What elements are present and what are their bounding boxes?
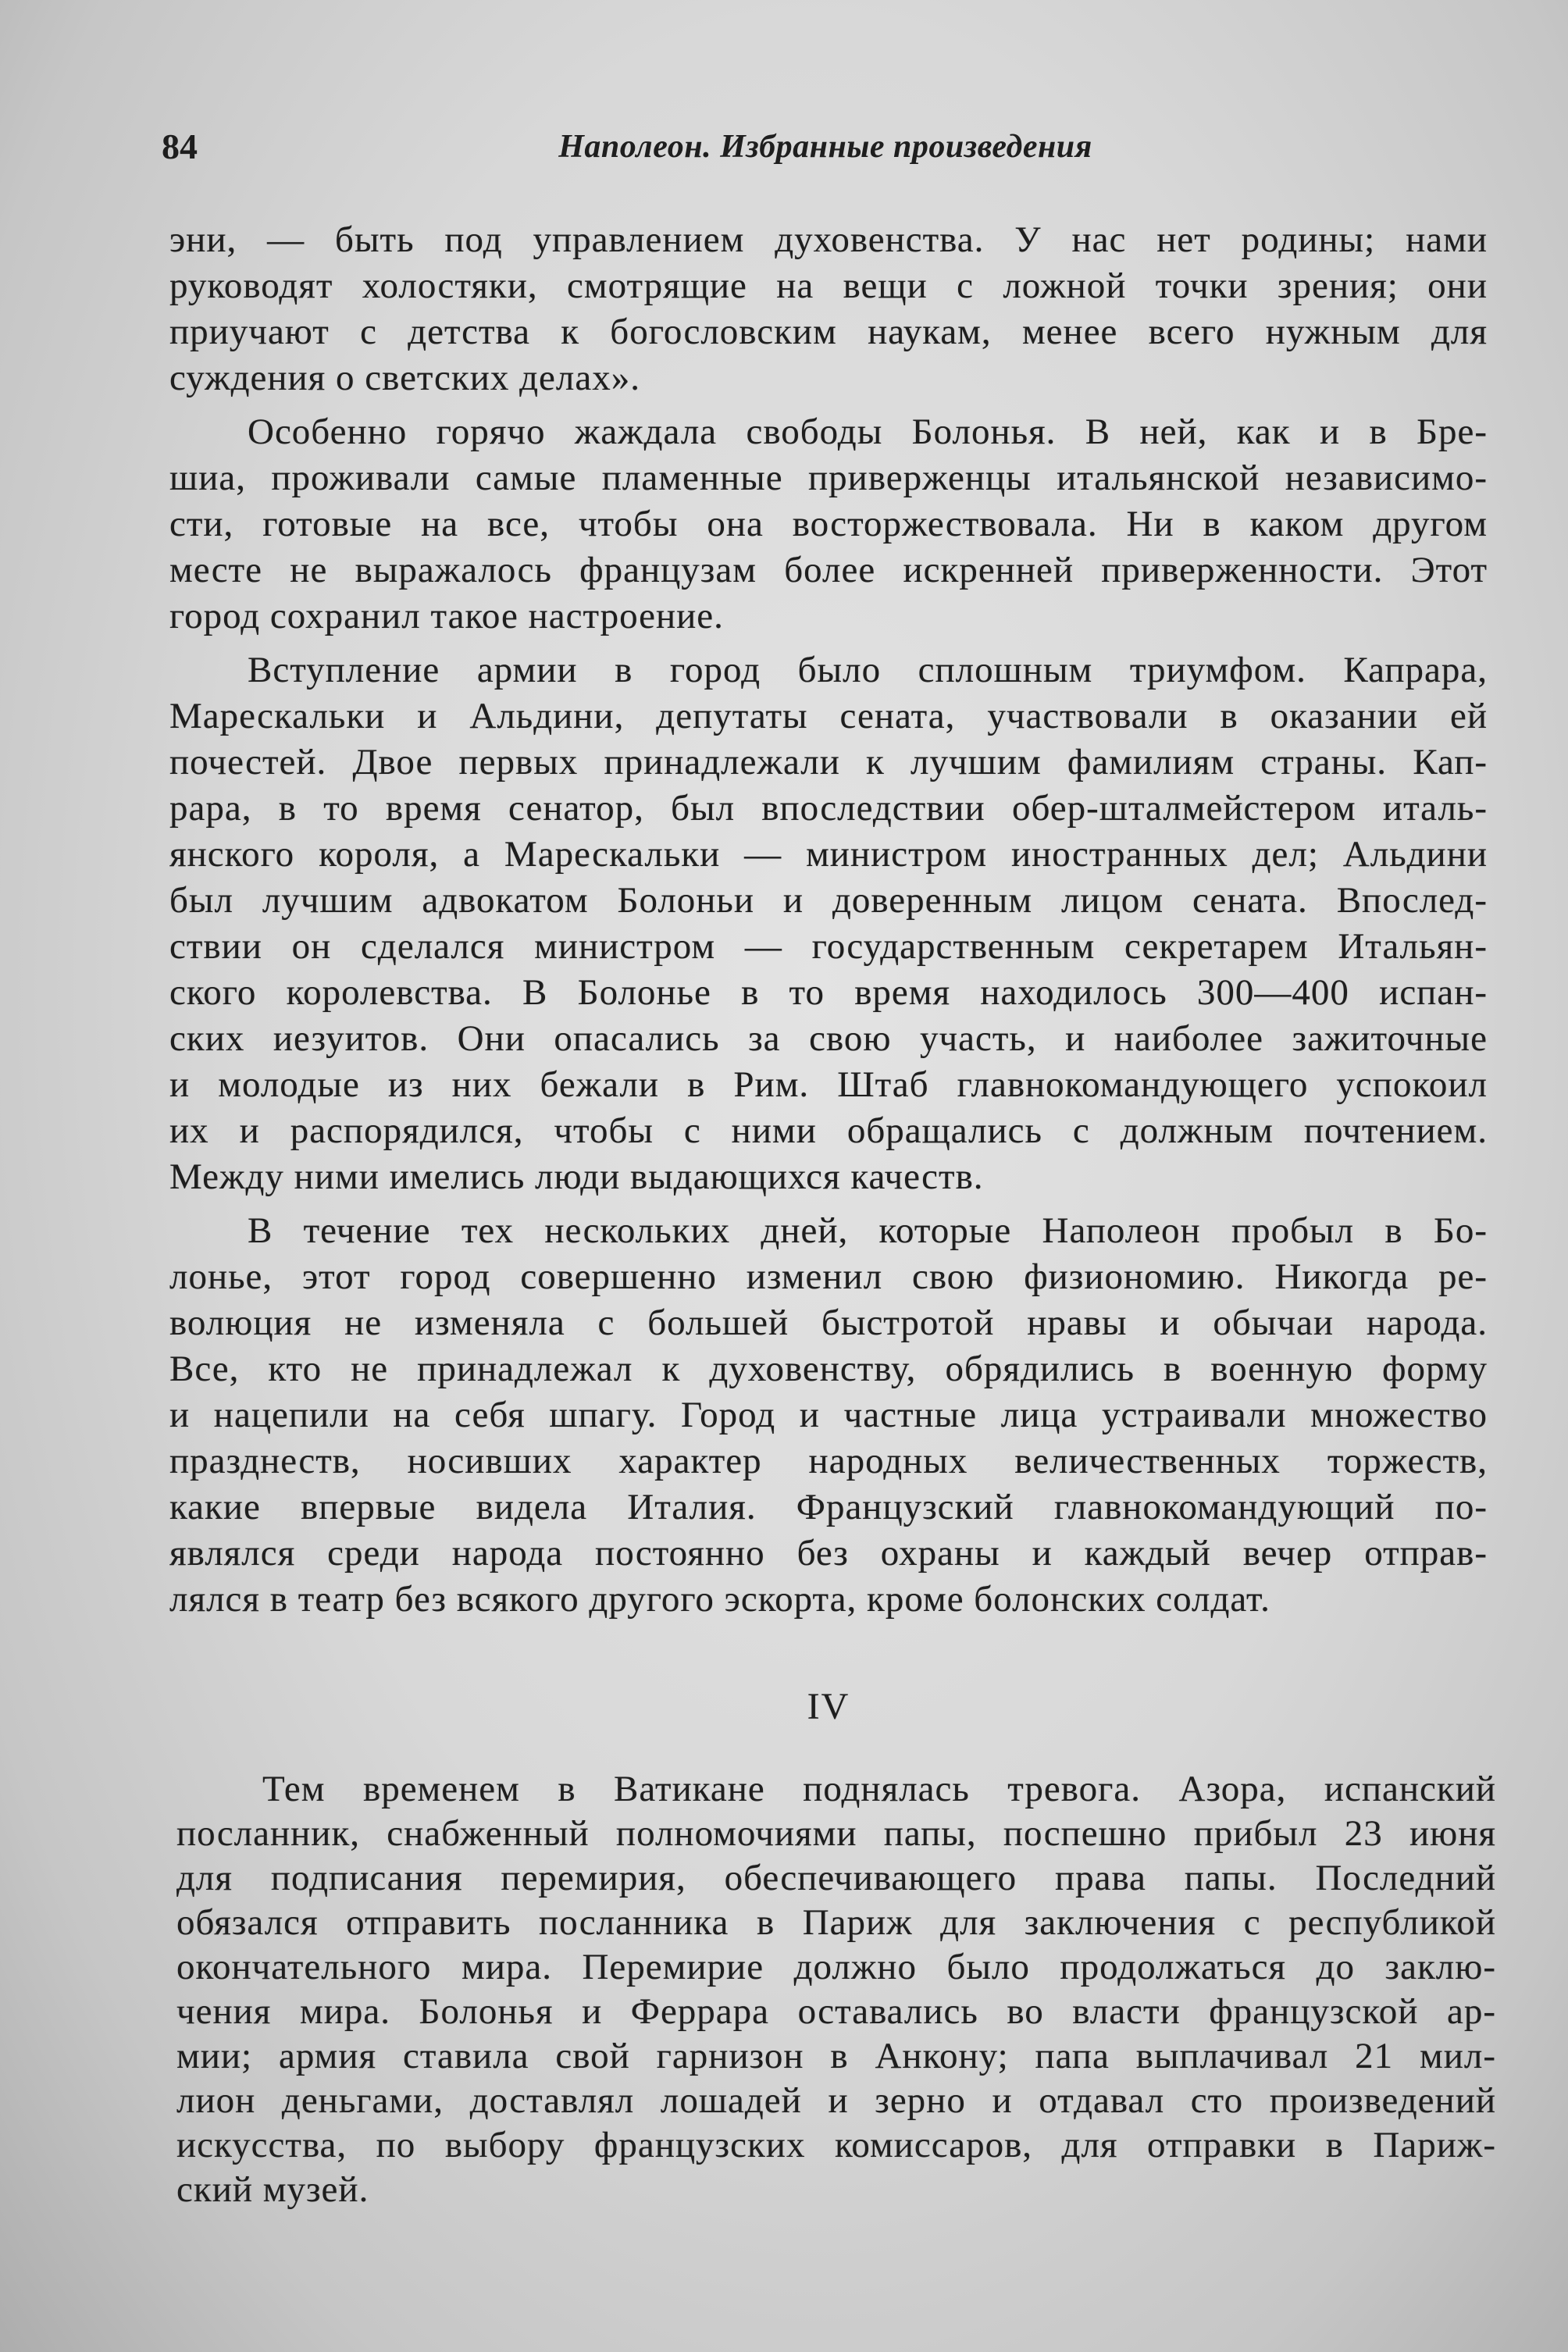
paragraph [169, 1208, 1488, 1623]
text-line: суждения о светских делах». [169, 358, 640, 398]
text-line: празднеств, носивших характер народных величественных торжеств, [169, 1441, 1488, 1481]
text-line: их и распорядился, чтобы с ними обращались с должным почтением. [169, 1110, 1488, 1151]
text-line: Между ними имелись люди выдающихся качеств. [169, 1156, 984, 1197]
paragraph [169, 409, 1488, 640]
paragraph [169, 647, 1488, 1200]
section-heading: IV [807, 1686, 850, 1727]
body-text [169, 217, 1488, 1623]
text-line: какие впервые видела Италия. Французский главнокомандующий по- [169, 1487, 1488, 1527]
text-line: мии; армия ставила свой гарнизон в Анкону; папа выплачивал 21 мил- [176, 2036, 1496, 2076]
text-line: город сохранил такое настроение. [169, 596, 724, 636]
text-line: ский музей. [176, 2169, 369, 2210]
paragraph [169, 217, 1488, 401]
running-title: Наполеон. Избранные произведения [558, 129, 1092, 165]
text-line: янского короля, а Марескальки — министром иностранных дел; Альдини [169, 834, 1488, 875]
text-line: Все, кто не принадлежал к духовенству, обрядились в военную форму [169, 1349, 1488, 1389]
text-line: посланник, снабженный полномочиями папы, поспешно прибыл 23 июня [176, 1813, 1496, 1854]
text-line: месте не выражалось французам более искренней приверженности. Этот [169, 550, 1488, 590]
text-line: ских иезуитов. Они опасались за свою участь, и наиболее зажиточные [169, 1018, 1488, 1059]
text-line: сти, готовые на все, чтобы она восторжествовала. Ни в каком другом [169, 504, 1488, 544]
text-line: рара, в то время сенатор, был впоследствии обер-шталмейстером италь- [169, 788, 1488, 829]
page-number: 84 [162, 127, 198, 166]
text-line: чения мира. Болонья и Феррара оставались во власти французской ар- [176, 1991, 1496, 2032]
text-line: Тем временем в Ватикане поднялась тревога. Азора, испанский [262, 1769, 1496, 1809]
text-line: окончательного мира. Перемирие должно было продолжаться до заклю- [176, 1947, 1496, 1987]
text-line: и молодые из них бежали в Рим. Штаб главнокомандующего успокоил [169, 1064, 1488, 1105]
text-line: обязался отправить посланника в Париж для заключения с республикой [176, 1902, 1496, 1943]
text-line: являлся среди народа постоянно без охраны и каждый вечер отправ- [169, 1533, 1488, 1573]
text-line: почестей. Двое первых принадлежали к лучшим фамилиям страны. Кап- [169, 742, 1488, 782]
text-line: лион деньгами, доставлял лошадей и зерно и отдавал сто произведений [176, 2080, 1496, 2121]
text-line: для подписания перемирия, обеспечивающего права папы. Последний [176, 1858, 1496, 1898]
section-body-text [176, 1767, 1496, 2212]
text-line: приучают с детства к богословским наукам, менее всего нужным для [169, 312, 1488, 352]
text-line: лонье, этот город совершенно изменил свою физиономию. Никогда ре- [169, 1256, 1488, 1297]
text-line: Марескальки и Альдини, депутаты сената, участвовали в оказании ей [169, 696, 1488, 736]
text-line: руководят холостяки, смотрящие на вещи с ложной точки зрения; они [169, 265, 1488, 306]
text-line: шиа, проживали самые пламенные приверженцы итальянской независимо- [169, 458, 1488, 498]
text-line: эни, — быть под управлением духовенства. У нас нет родины; нами [169, 219, 1488, 260]
text-line: искусства, по выбору французских комиссаров, для отправки в Париж- [176, 2125, 1496, 2165]
text-line: ствии он сделался министром — государственным секретарем Итальян- [169, 926, 1488, 967]
page-header [162, 123, 1489, 170]
text-line: лялся в театр без всякого другого эскорта, кроме болонских солдат. [169, 1579, 1270, 1620]
text-line: был лучшим адвокатом Болоньи и доверенным лицом сената. Впослед- [169, 880, 1488, 921]
text-line: волюция не изменяла с большей быстротой нравы и обычаи народа. [169, 1303, 1488, 1343]
text-line: Особенно горячо жаждала свободы Болонья. В ней, как и в Бре- [248, 412, 1488, 452]
text-line: Вступление армии в город было сплошным триумфом. Капрара, [248, 650, 1488, 690]
text-line: ского королевства. В Болонье в то время находилось 300—400 испан- [169, 972, 1488, 1013]
text-line: В течение тех нескольких дней, которые Наполеон пробыл в Бо- [248, 1210, 1488, 1251]
text-line: и нацепили на себя шпагу. Город и частные лица устраивали множество [169, 1395, 1488, 1435]
paragraph [176, 1767, 1496, 2212]
